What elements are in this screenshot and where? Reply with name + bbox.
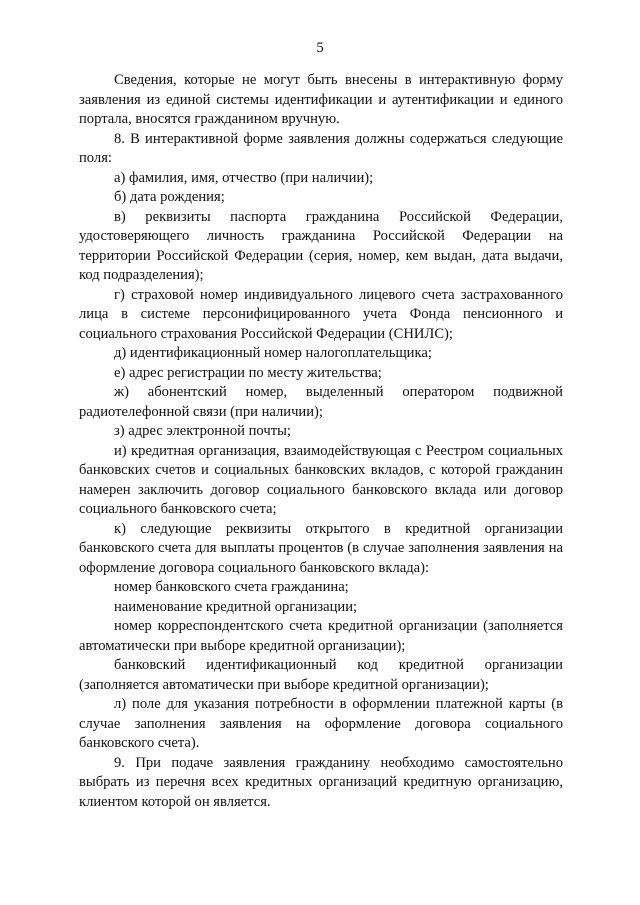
paragraph-field-g: г) страховой номер индивидуального лицевого счета застрахованного лица в системе персонифицированного учета Фонда пенсионного и социального страхования Российской Федерации (СНИЛС); [79, 286, 563, 342]
document-body [79, 71, 563, 812]
paragraph-field-b: б) дата рождения; [114, 189, 225, 205]
paragraph-field-v: в) реквизиты паспорта гражданина Российской Федерации, удостоверяющего личность гражданина Российской Федерации на территории Российской Федерации (серия, номер, кем выдан, дата выдачи, код подразделения); [79, 208, 563, 283]
paragraph-field-k: к) следующие реквизиты открытого в кредитной организации банковского счета для выплаты процентов (в случае заполнения заявления на оформление договора социального банковского вклада): [79, 520, 563, 576]
paragraph-field-l: л) поле для указания потребности в оформлении платежной карты (в случае заполнения заявления на оформление договора социального банковского счета). [79, 696, 563, 751]
paragraph-field-d: д) идентификационный номер налогоплательщика; [114, 345, 432, 361]
paragraph-item-9: 9. При подаче заявления гражданину необходимо самостоятельно выбрать из перечня всех кредитных организаций кредитную организацию, клиентом которой он является. [79, 754, 563, 810]
paragraph-field-zh: ж) абонентский номер, выделенный оператором подвижной радиотелефонной связи (при наличии); [79, 384, 563, 420]
paragraph-field-k-bank-name: наименование кредитной организации; [114, 598, 358, 615]
paragraph-field-k-account-number: номер банковского счета гражданина; [114, 579, 349, 595]
paragraph-field-k-corr-account: номер корреспондентского счета кредитной организации (заполняется автоматически при выборе кредитной организации); [79, 618, 563, 654]
paragraph-field-z: з) адрес электронной почты; [114, 423, 291, 439]
paragraph-item-8: 8. В интерактивной форме заявления должны содержаться следующие поля: [79, 130, 563, 166]
paragraph-field-a: а) фамилия, имя, отчество (при наличии); [114, 169, 374, 186]
page-number: 5 [316, 40, 324, 56]
paragraph-field-e: е) адрес регистрации по месту жительства; [114, 364, 382, 381]
paragraph-info-manual-entry: Сведения, которые не могут быть внесены в интерактивную форму заявления из единой системы идентификации и аутентификации и единого портала, вносятся гражданином вручную. [79, 72, 563, 127]
paragraph-field-i: и) кредитная организация, взаимодействующая с Реестром социальных банковских счетов и социальных банковских вкладов, с которой гражданин намерен заключить договор социального банковского вклада или договор социального банковского счета; [79, 442, 563, 517]
paragraph-field-k-bik: банковский идентификационный код кредитной организации (заполняется автоматически при выборе кредитной организации); [79, 657, 563, 693]
